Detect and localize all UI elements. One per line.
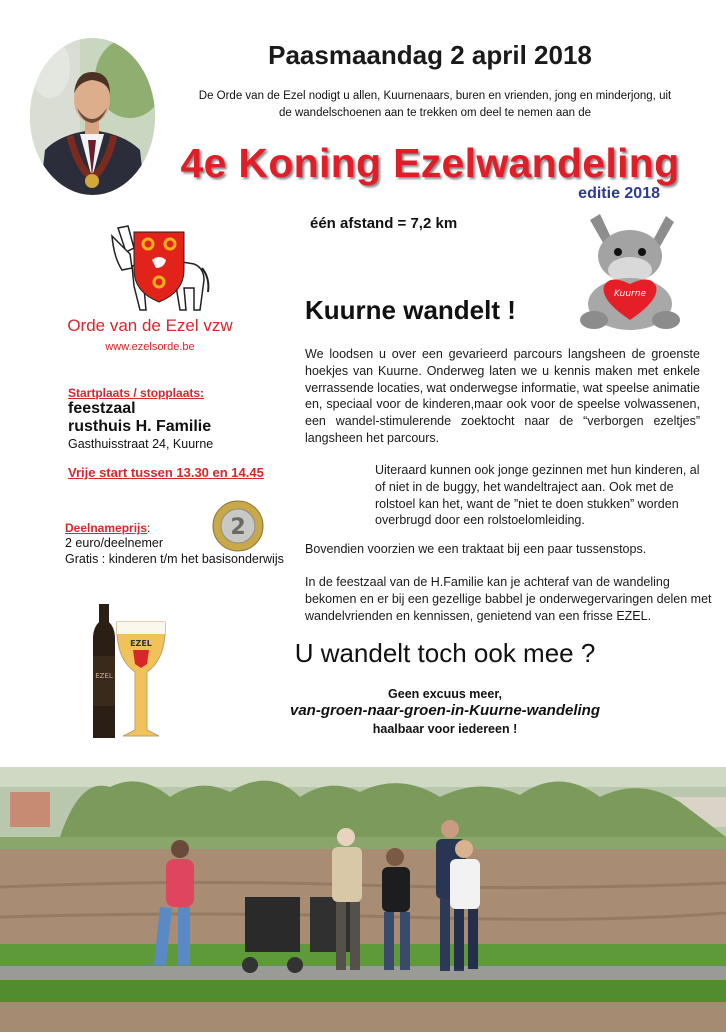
fee-adult: 2 euro/deelnemer <box>65 536 163 550</box>
start-time: Vrije start tussen 13.30 en 14.45 <box>68 465 264 480</box>
glass-label: EZEL <box>130 639 152 648</box>
accessibility-paragraph: Uiteraard kunnen ook jonge gezinnen met hun kinderen, al of niet in de buggy, het wandeltraject aan. Ook met de rolstoel kan het, want de ”niet te doen stukken” worden overbrugd door een rolstoelomleiding. <box>375 463 700 528</box>
treat-paragraph: Bovendien voorzien we een traktaat bij een paar tussenstops. <box>305 542 647 556</box>
fee-label-colon: : <box>147 521 151 535</box>
closing-line-1: Geen excuus meer, <box>388 687 502 701</box>
fee-children: Gratis : kinderen t/m het basisonderwijs <box>65 552 284 566</box>
club-website-link[interactable]: www.ezelsorde.be <box>105 341 195 353</box>
date-title: Paasmaandag 2 april 2018 <box>268 40 592 70</box>
portrait-photo <box>30 38 155 195</box>
euro-coin-image <box>212 500 264 552</box>
slogan: U wandelt toch ook mee ? <box>294 638 596 668</box>
event-title: 4e Koning Ezelwandeling <box>180 140 680 186</box>
venue-address: Gasthuisstraat 24, Kuurne <box>68 437 214 451</box>
beer-bottle-glass-image <box>85 598 175 743</box>
intro-line-2: de wandelschoenen aan te trekken om deel te nemen aan de <box>279 107 591 119</box>
closing-line-3: haalbaar voor iedereen ! <box>372 722 518 736</box>
section-heading: Kuurne wandelt ! <box>305 295 516 325</box>
venue-line-2: rusthuis H. Familie <box>68 418 212 435</box>
afterparty-paragraph: In de feestzaal van de H.Familie kan je achteraf van de wandeling bekomen en er bij een gezellige babbel je onderwegervaringen delen met wandelvrienden en kennissen, genietend van een frisse EZEL. <box>305 575 712 623</box>
description-paragraph: We loodsen u over een gevarieerd parcours langsheen de groenste hoekjes van Kuurne. Onderweg laten we u kennis maken met enkele verrassende locaties, wat onderwegse informatie, wat speelse animatie en, speciaal voor de kinderen,maar ook voor de speelse volwassenen, een wandel-stimulerende zoektocht naar de “verborgen ezeltjes” langsheen het parcours. <box>305 347 700 445</box>
start-location-label: Startplaats / stopplaats: <box>68 386 205 400</box>
donkey-plush-image <box>570 208 690 333</box>
distance-info: één afstand = 7,2 km <box>310 215 458 232</box>
bottle-label: EZEL <box>95 672 113 680</box>
fee-label-text: Deelnameprijs <box>65 521 148 535</box>
venue-line-1: feestzaal <box>68 400 136 417</box>
plush-heart-text: Kuurne <box>613 289 647 299</box>
fee-label <box>65 519 150 537</box>
club-name: Orde van de Ezel vzw <box>67 316 233 335</box>
closing-line-2: van-groen-naar-groen-in-Kuurne-wandeling <box>289 702 600 719</box>
edition-label: editie 2018 <box>578 185 660 202</box>
walkers-photo <box>0 767 726 1032</box>
intro-text <box>170 88 700 122</box>
intro-line-1: De Orde van de Ezel nodigt u allen, Kuurnenaars, buren en vrienden, jong en minderjong, uit <box>198 90 672 102</box>
coin-value: 2 <box>230 515 246 540</box>
donkey-shield-logo <box>104 218 214 313</box>
